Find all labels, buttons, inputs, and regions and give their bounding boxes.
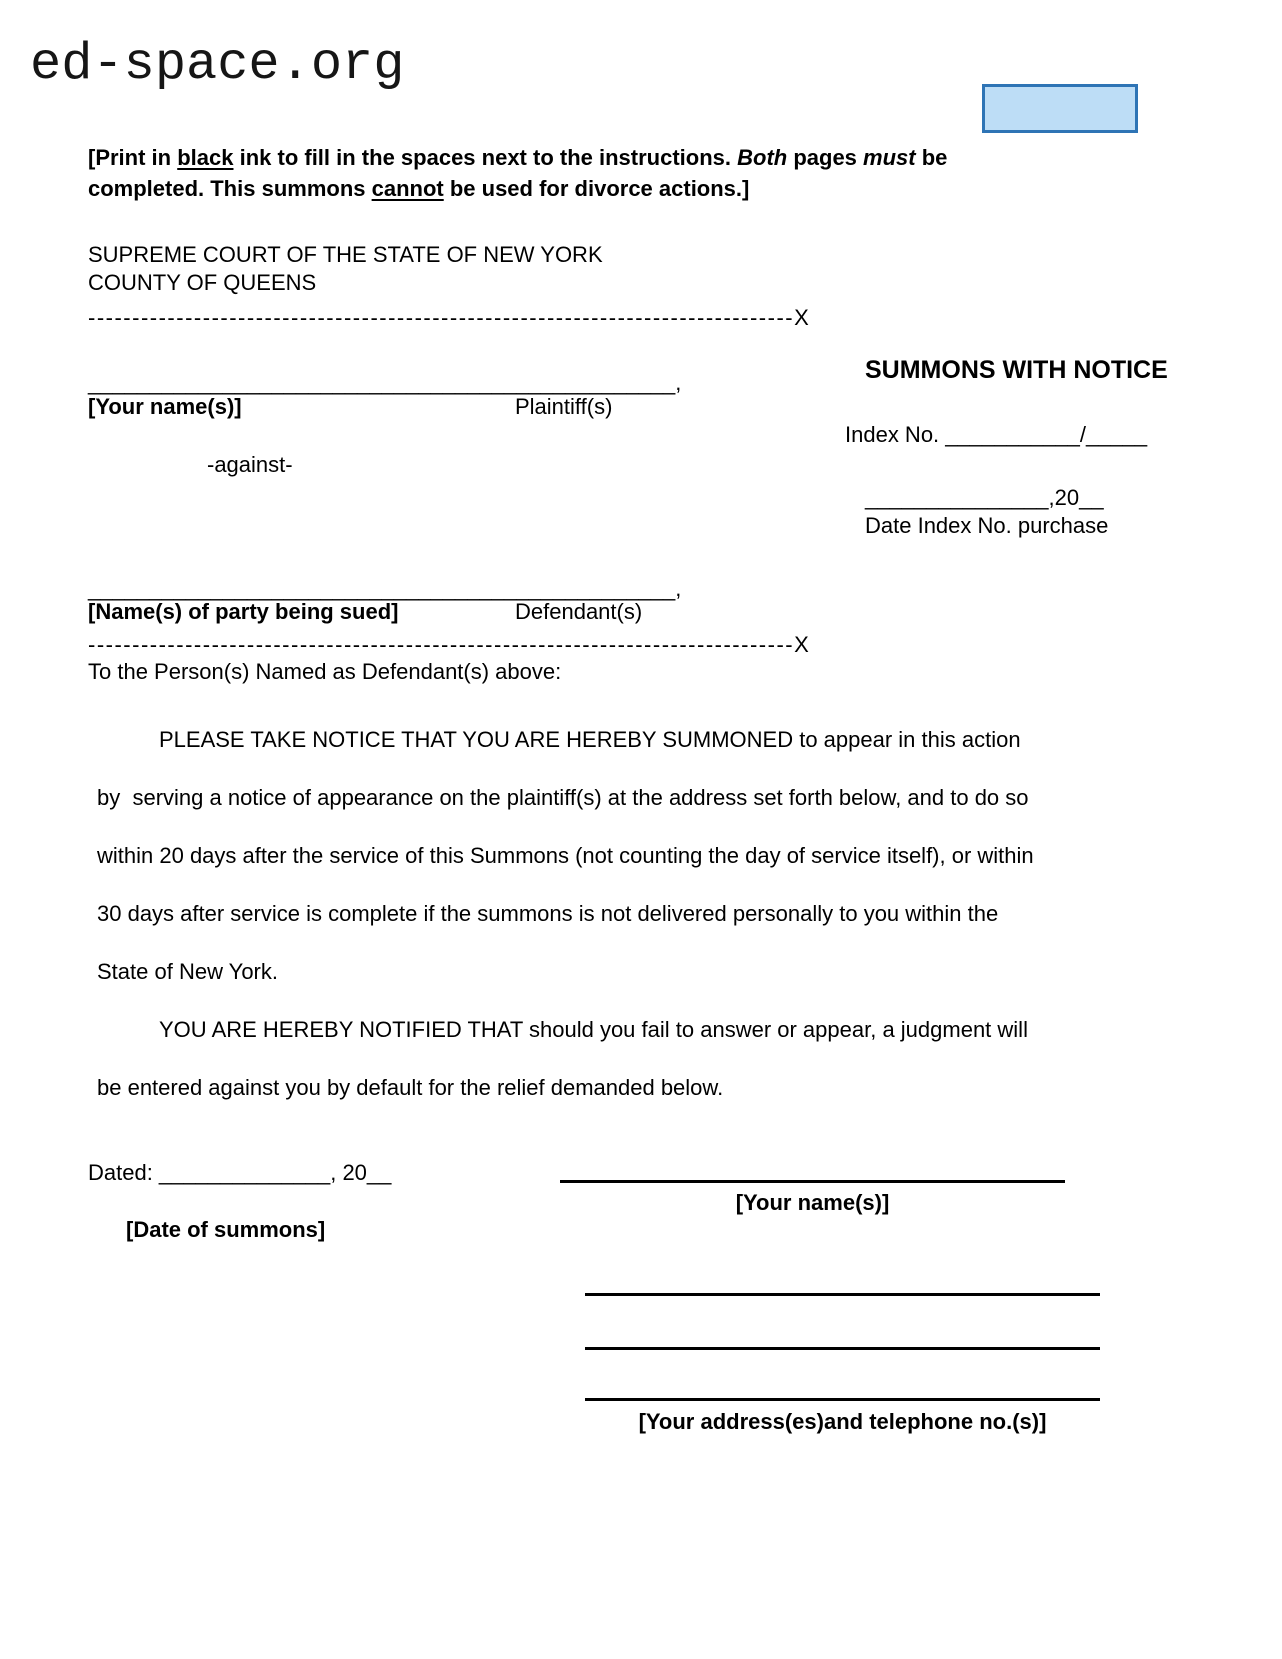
notice-line: State of New York. bbox=[97, 959, 278, 984]
defendant-name-blank: ________________________________________________, bbox=[88, 576, 682, 601]
address-line-1 bbox=[585, 1293, 1100, 1296]
plaintiff-name-hint: [Your name(s)] bbox=[88, 394, 242, 419]
caption-divider-bottom: --------------------------------------------------------------------------------X bbox=[88, 632, 811, 657]
dated-blank: Dated: ______________, 20__ bbox=[88, 1160, 392, 1185]
notified-line: YOU ARE HEREBY NOTIFIED THAT should you fail to answer or appear, a judgment will bbox=[159, 1017, 1028, 1042]
county-name: COUNTY OF QUEENS bbox=[88, 270, 317, 295]
plaintiff-name-blank: ________________________________________________, bbox=[88, 370, 682, 395]
plaintiff-role-label: Plaintiff(s) bbox=[515, 394, 613, 419]
court-name: SUPREME COURT OF THE STATE OF NEW YORK bbox=[88, 242, 603, 267]
defendant-role-label: Defendant(s) bbox=[515, 599, 643, 624]
notice-line: PLEASE TAKE NOTICE THAT YOU ARE HEREBY SUMMONED to appear in this action bbox=[159, 727, 1021, 752]
index-number-blank: Index No. ___________/_____ bbox=[845, 422, 1148, 447]
instructions-italic-both: Both bbox=[737, 145, 788, 170]
address-line-3 bbox=[585, 1398, 1100, 1401]
caption-divider-top: --------------------------------------------------------------------------------X bbox=[88, 305, 811, 330]
notified-line: be entered against you by default for the relief demanded below. bbox=[97, 1075, 724, 1100]
notice-line: 30 days after service is complete if the summons is not delivered personally to you within the bbox=[97, 901, 999, 926]
address-telephone-hint: [Your address(es)and telephone no.(s)] bbox=[638, 1409, 1047, 1434]
index-date-caption: Date Index No. purchase bbox=[865, 513, 1109, 538]
instructions-underline-cannot: cannot bbox=[371, 176, 444, 201]
index-date-blank: _______________,20__ bbox=[865, 485, 1104, 510]
addressee-line: To the Person(s) Named as Defendant(s) above: bbox=[88, 659, 562, 684]
highlight-box bbox=[982, 84, 1138, 133]
defendant-name-hint: [Name(s) of party being sued] bbox=[88, 599, 399, 624]
signature-name-hint: [Your name(s)] bbox=[735, 1190, 890, 1215]
address-line-2 bbox=[585, 1347, 1100, 1350]
site-logo: ed-space.org bbox=[30, 35, 405, 94]
form-instructions: [Print in black ink to fill in the spaces next to the instructions. Both pages must be completed. This summons cannot be used for divorce actions.] bbox=[88, 145, 948, 201]
against-label: -against- bbox=[207, 452, 293, 477]
notice-line: within 20 days after the service of this Summons (not counting the day of service itself), or within bbox=[97, 843, 1034, 868]
date-of-summons-hint: [Date of summons] bbox=[126, 1217, 326, 1242]
instructions-underline-black: black bbox=[177, 145, 234, 170]
document-title: SUMMONS WITH NOTICE bbox=[865, 356, 1168, 384]
signature-name-line bbox=[560, 1180, 1065, 1183]
notice-line: by serving a notice of appearance on the plaintiff(s) at the address set forth below, and to do so bbox=[97, 785, 1029, 810]
instructions-text: [Print in bbox=[88, 145, 178, 170]
instructions-italic-must: must bbox=[863, 145, 916, 170]
